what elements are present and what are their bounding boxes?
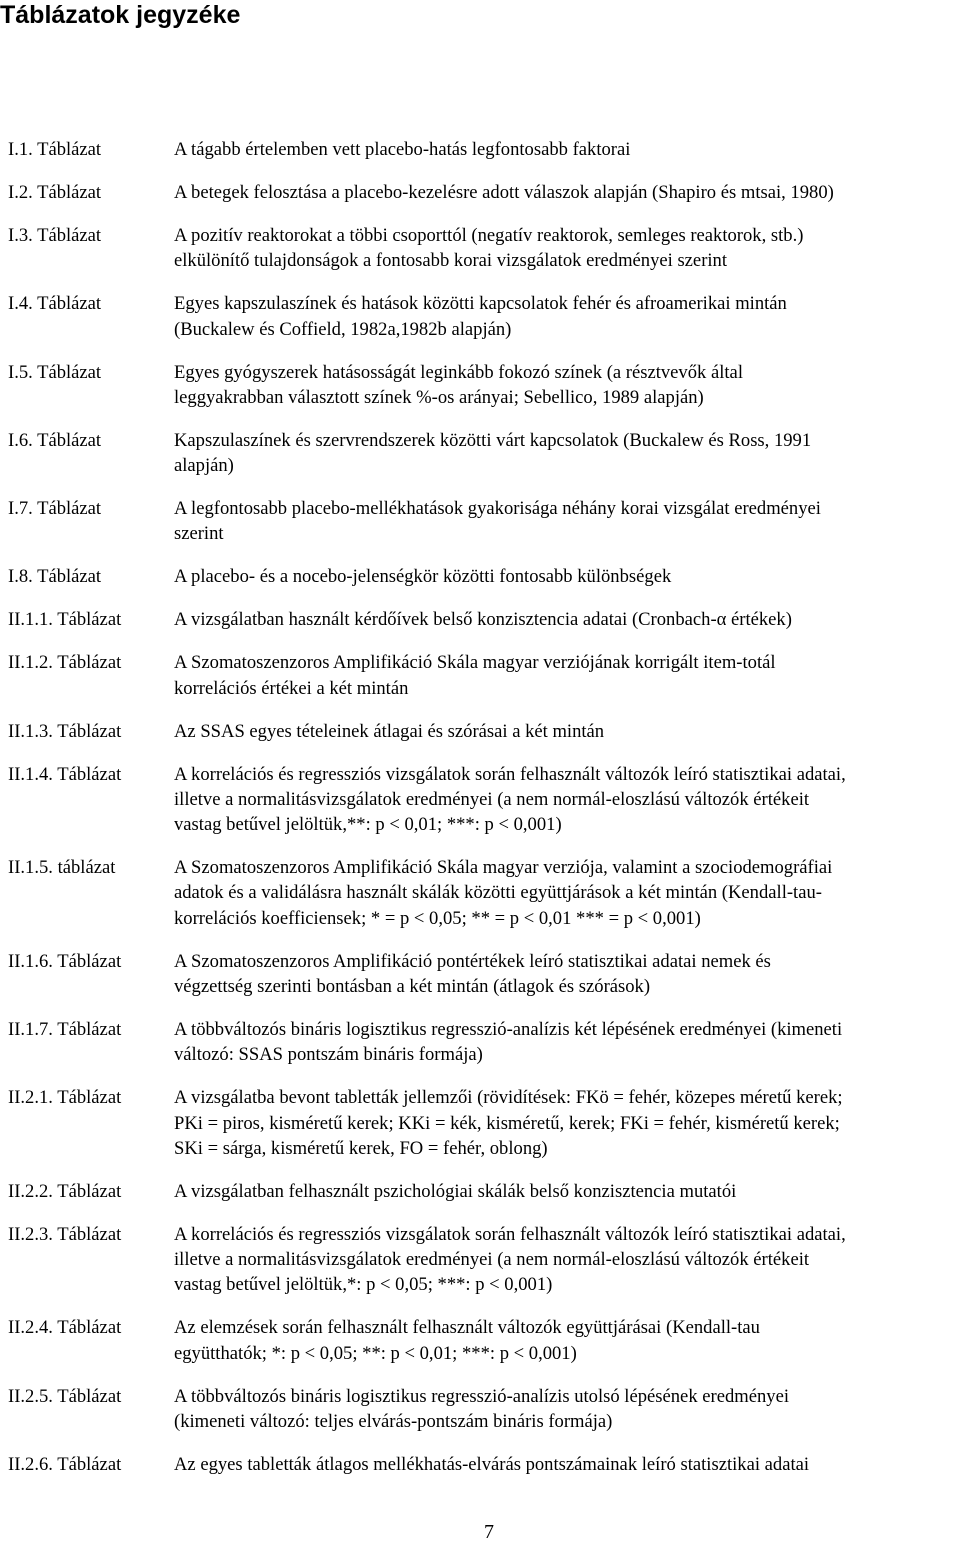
toc-entry-i-5 xyxy=(8,360,960,411)
toc-entry-label: II.2.6. Táblázat xyxy=(8,1454,122,1476)
toc-entry-label: I.7. Táblázat xyxy=(8,498,102,520)
page-title: Táblázatok jegyzéke xyxy=(0,1,241,29)
toc-entry-caption: A legfontosabb placebo-mellékhatások gyakorisága néhány korai vizsgálat eredményei szerint xyxy=(174,498,821,545)
toc-entry-label: II.1.2. Táblázat xyxy=(8,652,122,674)
toc-entry-ii-2-3 xyxy=(8,1222,960,1298)
toc-entry-label: I.1. Táblázat xyxy=(8,139,102,160)
toc-entry-caption: A vizsgálatban felhasznált pszichológiai skálák belső konzisztencia mutatói xyxy=(174,1180,737,1202)
toc-entry-i-6 xyxy=(8,428,960,479)
toc-entry-caption: A betegek felosztása a placebo-kezelésre adott válaszok alapján (Shapiro és mtsai, 1980) xyxy=(174,181,834,203)
toc-entry-label: II.1.3. Táblázat xyxy=(8,720,122,742)
toc-entry-caption: Az elemzések során felhasznált felhasznált változók együttjárásai (Kendall-tau együtthatók; *: p < 0,05; **: p < 0,01; ***: p < 0,001) xyxy=(174,1317,760,1364)
toc-entry-ii-1-5 xyxy=(8,855,960,931)
toc-entry-ii-2-4 xyxy=(8,1315,960,1366)
toc-entry-caption: Kapszulaszínek és szervrendszerek közötti várt kapcsolatok (Buckalew és Ross, 1991 alapján) xyxy=(174,429,812,477)
toc-entry-label: II.1.5. táblázat xyxy=(8,857,116,879)
toc-entry-ii-1-7 xyxy=(8,1017,960,1068)
toc-entry-caption: A többváltozós bináris logisztikus regresszió-analízis két lépésének eredményei (kimeneti változó: SSAS pontszám bináris formája) xyxy=(174,1019,843,1066)
toc-entry-label: I.2. Táblázat xyxy=(8,181,102,203)
toc-entry-label: I.5. Táblázat xyxy=(8,361,102,383)
toc-entry-ii-2-2 xyxy=(8,1179,960,1204)
toc-entry-label: II.2.3. Táblázat xyxy=(8,1223,122,1245)
toc-entry-label: II.1.1. Táblázat xyxy=(8,609,122,631)
toc-entry-label: I.4. Táblázat xyxy=(8,293,102,315)
toc-entry-caption: A korrelációs és regressziós vizsgálatok során felhasznált változók leíró statisztikai adatai, illetve a normalitásvizsgálatok eredményei (a nem normál-eloszlású változók értékeit vastag betűvel jelöltük,**: p < 0,01; ***: p < 0,001) xyxy=(174,763,846,836)
toc-entry-label: II.1.7. Táblázat xyxy=(8,1019,122,1041)
toc-entry-caption: A Szomatoszenzoros Amplifikáció Skála magyar verziójának korrigált item-totál korrelációs értékei a két mintán xyxy=(174,652,776,699)
toc-entry-i-8 xyxy=(8,564,960,589)
toc-entry-caption: Az egyes tabletták átlagos mellékhatás-elvárás pontszámainak leíró statisztikai adatai xyxy=(174,1454,810,1476)
table-of-tables-list xyxy=(8,137,960,1477)
toc-entry-label: II.1.6. Táblázat xyxy=(8,950,122,972)
toc-entry-caption: A placebo- és a nocebo-jelenségkör közötti fontosabb különbségek xyxy=(174,566,672,588)
toc-entry-i-7 xyxy=(8,496,960,547)
toc-entry-caption: A Szomatoszenzoros Amplifikáció Skála magyar verziója, valamint a szociodemográfiai adatok és a validálásra használt skálák közötti együttjárások a két mintán (Kendall-tau- korrelációs koefficiensek; * = p < 0,05; ** = p < 0,01 *** = p < 0,001) xyxy=(174,857,833,929)
toc-entry-i-1 xyxy=(8,137,960,162)
toc-entry-caption: Az SSAS egyes tételeinek átlagai és szórásai a két mintán xyxy=(174,720,605,742)
toc-entry-ii-1-6 xyxy=(8,949,960,1000)
toc-entry-caption: A többváltozós bináris logisztikus regresszió-analízis utolsó lépésének eredményei (kimeneti változó: teljes elvárás-pontszám bináris formája) xyxy=(174,1385,789,1433)
toc-entry-i-4 xyxy=(8,291,960,342)
toc-entry-i-2 xyxy=(8,180,960,205)
toc-entry-label: II.2.1. Táblázat xyxy=(8,1087,122,1109)
toc-entry-caption: A vizsgálatban használt kérdőívek belső konzisztencia adatai (Cronbach-α értékek) xyxy=(174,609,792,631)
toc-entry-caption: A vizsgálatba bevont tabletták jellemzői (rövidítések: FKö = fehér, közepes méretű kerek; PKi = piros, kisméretű kerek; KKi = kék, kisméretű, kerek; FKi = fehér, kisméretű kerek; SKi = sárga, kisméretű kerek, FO = fehér, oblong) xyxy=(174,1087,843,1159)
toc-entry-label: II.2.4. Táblázat xyxy=(8,1317,122,1339)
toc-entry-ii-1-4 xyxy=(8,762,960,838)
page-number: 7 xyxy=(484,1521,494,1543)
toc-entry-ii-2-5 xyxy=(8,1384,960,1435)
toc-entry-caption: A Szomatoszenzoros Amplifikáció pontértékek leíró statisztikai adatai nemek és végzettség szerinti bontásban a két mintán (átlagok és szórások) xyxy=(174,950,771,998)
toc-entry-ii-1-3 xyxy=(8,719,960,744)
toc-entry-ii-1-1 xyxy=(8,607,960,632)
toc-entry-caption: Egyes kapszulaszínek és hatások közötti kapcsolatok fehér és afroamerikai mintán (Buckalew és Coffield, 1982a,1982b alapján) xyxy=(174,293,787,340)
toc-entry-label: II.2.2. Táblázat xyxy=(8,1180,122,1202)
toc-entry-ii-2-1 xyxy=(8,1085,960,1161)
toc-entry-caption: A pozitív reaktorokat a többi csoporttól (negatív reaktorok, semleges reaktorok, stb.) elkülönítő tulajdonságok a fontosabb korai vizsgálatok eredményei szerint xyxy=(174,224,804,272)
toc-entry-label: I.3. Táblázat xyxy=(8,224,102,246)
toc-entry-caption: Egyes gyógyszerek hatásosságát leginkább fokozó színek (a résztvevők által leggyakrabban választott színek %-os arányai; Sebellico, 1989 alapján) xyxy=(174,361,743,408)
toc-entry-label: I.6. Táblázat xyxy=(8,429,102,451)
toc-entry-label: I.8. Táblázat xyxy=(8,566,102,588)
toc-entry-i-3 xyxy=(8,223,960,274)
toc-entry-ii-1-2 xyxy=(8,650,960,701)
toc-entry-caption: A tágabb értelemben vett placebo-hatás legfontosabb faktorai xyxy=(174,139,631,160)
toc-entry-label: II.1.4. Táblázat xyxy=(8,763,122,785)
toc-entry-caption: A korrelációs és regressziós vizsgálatok során felhasznált változók leíró statisztikai adatai, illetve a normalitásvizsgálatok eredményei (a nem normál-eloszlású változók értékeit vastag betűvel jelöltük,*: p < 0,05; ***: p < 0,001) xyxy=(174,1223,846,1296)
toc-entry-label: II.2.5. Táblázat xyxy=(8,1385,122,1407)
toc-entry-ii-2-6 xyxy=(8,1452,960,1477)
